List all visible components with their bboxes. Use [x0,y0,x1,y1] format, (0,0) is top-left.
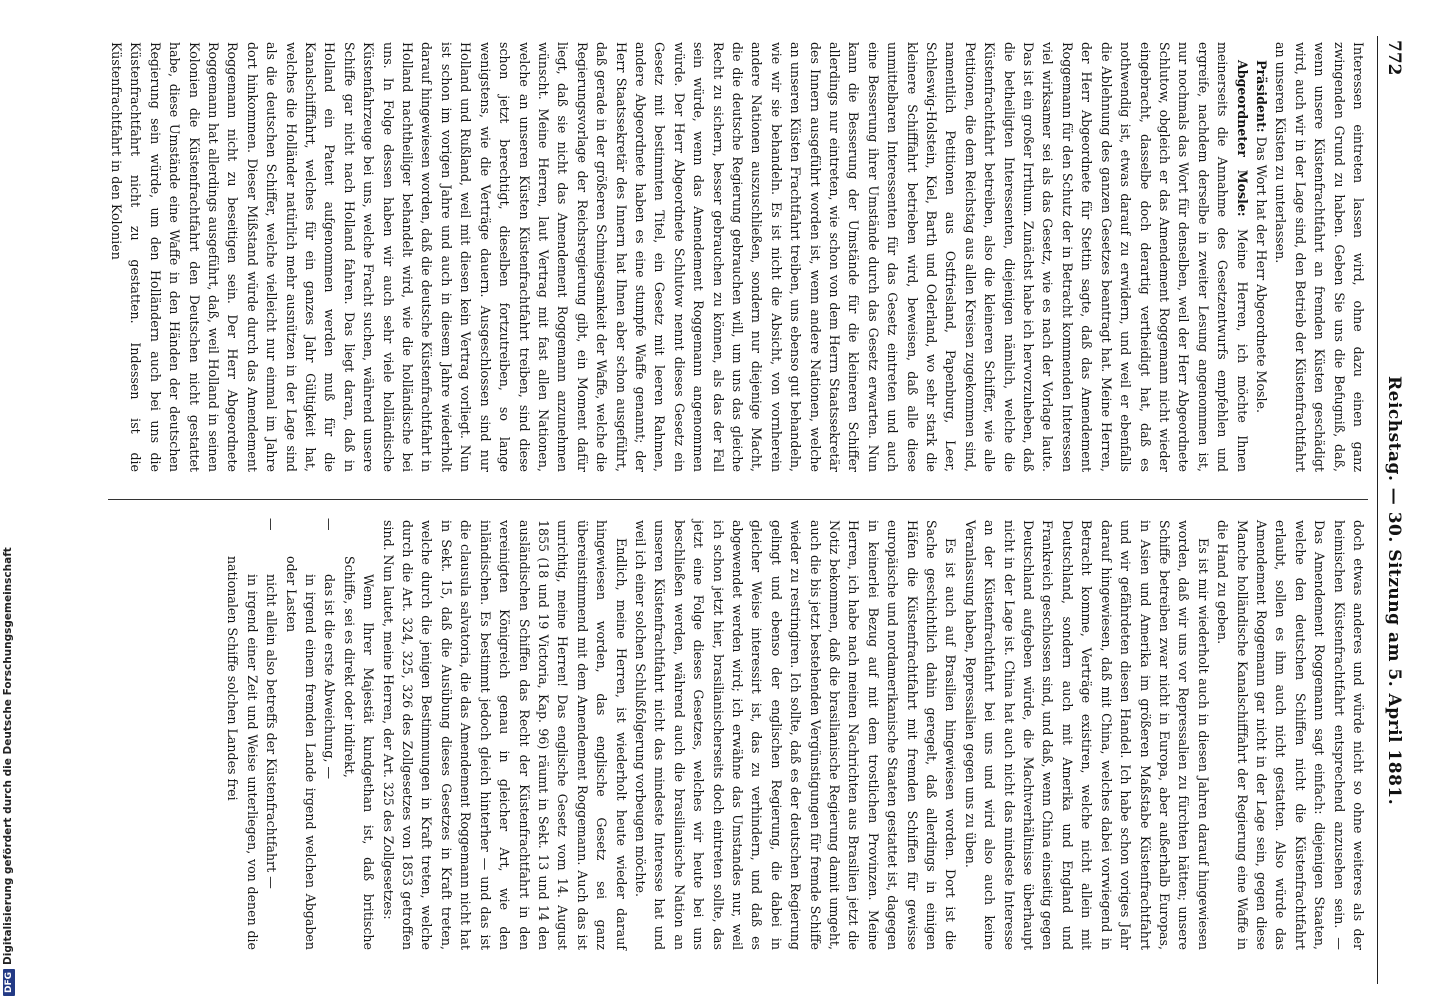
paragraph-text: in irgend einem fremden Lande irgend welchen Abgaben oder Lasten [283,556,319,950]
page-running-title: Reichstag. — 30. Sitzung am 5. April 1881. [1384,376,1404,806]
paragraph [1213,520,1368,950]
paragraph-text: Wenn Ihrer Majestät kundgethan ist, daß britische Schiffe, sei es direkt oder indirekt, [341,556,377,950]
paragraph-text: Es ist mir wiederholt auch in diesen Jahren darauf hingewiesen worden, daß wir uns vor Repressalien zu fürchten hätten; unsere Schiffe betreiben zwar nicht in Europa, aber außerhalb Europas, in Asien und Amerika im größeren Maßstabe Küstenfrachtfahrt und wir gefährdeten diesen Handel. Ich habe schon voriges Jahr darauf hingewiesen, daß mit China, welches dabei vorwiegend in Betracht komme, Verträge existiren, welche nicht allein mit Deutschland, sondern auch mit Amerika und England und Frankreich geschlossen sind, und daß, wenn China einseitig gegen Deutschland aufgeben würde, die Machtverhältnisse überhaupt nicht in der Lage ist. China hat auch nicht das mindeste Interesse an der Küstenfrachtfahrt bei uns und wird also auch keine Veranlassung haben, Repressalien gegen uns zu üben. [962,520,1211,950]
paragraph [631,520,961,950]
paragraph-text: Meine Herren, ich möchte Ihnen meinerseits die Annahme des Gesetzentwurfs empfehlen und ergreife, nachdem derselbe in zweiter Lesung angenommen ist, nur nochmals das Wort für denselben, weil der Herr Abgeordnete Schlutow, obgleich er das Amendement Roggemann nicht wieder eingebracht, dasselbe doch derartig vertheidigt hat, daß es nothwendig ist, etwas darauf zu erwidern, und weil er ebenfalls die Ablehnung des ganzen Gesetzes beantragt hat. Meine Herren, der Herr Abgeordnete für Stettin sagte, daß das Amendement Roggemann für den Schutz der in Betracht kommenden Interessen viel wirksamer sei als das Gesetz, wie es nach der Vorlage laute. Das ist ein großer Irrthum. Zunächst habe ich hervorzuheben, daß die betheiligten Interessenten, diejenigen nämlich, welche die Küstenfrachtfahrt betreiben, also die kleineren Schiffer, wie alle Petitionen, die dem Reichstag aus allen Kreisen zugekommen sind, namentlich Petitionen aus Ostfriesland, Papenburg, Leer, Schleswig-Holstein, Kiel, Barth und Oderland, wo sehr stark die kleinere Schifffahrt betrieben wird, beweisen, daß alle diese unmittelbaren Interessenten für das Gesetz eintreten und auch eine Besserung ihrer Umstände durch das Gesetz erwarten. Nun kann die Besserung der Umstände für die kleineren Schiffer allerdings nur eintreten, wie schon von dem Herrn Staatssekretär des Innern ausgeführt worden ist, wenn andere Nationen, welche an unseren Küsten Frachtfahrt treiben, uns ebenso gut behandeln, wie wir sie behandeln. Es ist nicht die Absicht, von vornherein andere Nationen auszuschließen, sondern nur diejenige Macht, die die deutsche Regierung gebrauchen will, um uns das gleiche Recht zu sichern, besser gebrauchen zu können, als das der Fall sein würde, wenn das Amendement Roggemann angenommen würde. Der Herr Abgeordnete Schlutow nennt dieses Gesetz ein Gesetz mit bestimmten Titel, ein Gesetz mit leeren Rahmen, andere Abgeordnete haben es eine stumpfe Waffe genannt; der Herr Staatssekretär des Innern hat Ihnen aber schon ausgeführt, daß gerade in der größeren Schmiegsamkeit der Waffe, welche die Regierungsvorlage der Reichsregierung gibt, ein Moment dafür liegt, daß sie nicht das Amendement Roggemann anzunehmen wünscht. Meine Herren, laut Vertrag mit fast allen Nationen, welche an unseren Küsten Küstenfrachtfahrt treiben, sind diese schon jetzt berechtigt, dieselben fortzutreiben, so lange wenigstens, wie die Verträge dauern. Ausgeschlossen sind nur Holland und Rußland, weil mit diesen kein Vertrag vorliegt. Nun ist schon im vorigen Jahre und auch in diesem Jahre wiederholt darauf hingewiesen worden, daß die deutsche Küstenfrachtfahrt in Holland nachtheiliger behandelt wird, wie die holländische bei uns. In Folge dessen haben wir auch sehr viele holländische Küstenfahrzeuge bei uns, welche Fracht suchen, während unsere Schiffe gar nicht nach Holland fahren. Das liegt daran, daß in Holland ein Patent aufgenommen werden muß für die Kanalschifffahrt, welches für ein ganzes Jahr Gültigkeit hat, welches die Holländer natürlich mehr ausnützen in der Lage sind als die deutschen Schiffer, welche vielleicht nur einmal im Jahre dort hinkommen. Dieser Mißstand würde durch das Amendement Roggemann nicht zu beseitigen sein. Der Herr Abgeordnete Roggemann hat allerdings ausgeführt, daß, weil Holland in seinen Kolonien die Küstenfrachtfahrt den Deutschen nicht gestattet habe, diese Umstände eine Waffe in den Händen der deutschen Regierung sein würde, um den Holländern auch bei uns die Küstenfrachtfahrt nicht zu gestatten. Indessen ist die Küstenfrachtfahrt in den Kolonien [109,42,1250,472]
paragraph-text: in irgend einer Zeit und Weise unterliegen, von denen die nationalen Schiffe solchen Landes frei [225,556,260,950]
paragraph-text: Das Wort hat der Herr Abgeordnete Mosle. [1253,136,1269,413]
left-column [107,42,1368,472]
dash-marker: — [322,518,338,531]
quoted-text [339,520,378,950]
paragraph-text: Endlich, meine Herren, ist wiederholt heute wieder darauf hingewiesen worden, das englische Gesetz sei ganz übereinstimmend mit dem Amendement Roggemann. Auch das ist unrichtig, meine Herren! Das englische Gesetz vom 14. August 1855 (18 und 19 Victoria, Kap. 96) räumt in Sekt. 13 und 14 den ausländischen Schiffen das Recht der Küstenfrachtfahrt in den vereinigten Königreich genau in gleicher Art, wie den inländischen. Es bestimmt jedoch gleich hinterher — und das ist die clausula salvatoria, die das Amendement Roggemann nicht hat in Sekt. 15, daß die Ausübung dieses Gesetzes in Kraft treten, welche durch die jenigen Bestimmungen in Kraft treten, welche durch die Art. 324, 325, 326 des Zollgesetzes von 1853 getroffen sind. Nun lautet, meine Herren, der Art. 325 des Zollgesetzes: [380,520,629,950]
paragraph-text: doch etwas anderes und würde nicht so ohne weiteres als der heimischen Küstenfrachtfahrt entsprechend anzusehen sein. — Das Amendement Roggemann sagt einfach: diejenigen Staaten, welche den deutschen Schiffen nicht die Küstenfrachtfahrt erlaubt, sollen es ihm auch nicht gestatten. Also würde das Amendement Roggemann gar nicht in der Lage sein, gegen diese Manche holländische Kanalschifffahrt der Regierung eine Waffe in die Hand zu geben. [1215,520,1366,950]
paragraph [378,520,630,950]
quoted-text [320,520,339,950]
dfg-logo: DFG [3,969,15,996]
paragraph [960,520,1212,950]
digitization-credit [2,0,22,996]
dash-marker: — [264,518,280,531]
page-number: 772 [1384,40,1404,76]
header-rule [1377,36,1378,984]
paragraph-text: Es ist auch auf Brasilien hingewiesen worden. Dort ist die Sache geschichtlich dahin geregelt, daß allerdings in einigen Häfen die Küstenfrachtfahrt mit fremden Schiffen für gewisse europäische und nordamerikanische Staaten gestattet ist, dagegen in keinerlei Bezug auf mit dem trostlichen Provinzen. Meine Herren, ich habe nach meinen Nachrichten aus Brasilien jetzt die Notiz bekommen, daß die brasilianische Regierung damit umgeht, auch die bis jetzt bestehenden Vergünstigungen für fremde Schiffe wieder zu restringiren. Ich sollte, daß es der deutschen Regierung gelingt und ebenso der englischen Regierung, die dabei in gleicher Weise interessirt ist, das zu verhindern, und daß es abgewendet werden wird; ich erwähne das Umstandes nur, weil ich schon jetzt hier, brasilianischerseits doch eintreten sollte, das jetzt eine Folge dieses Gesetzes, welches wir heute bei uns beschließen werden, während auch die brasilianische Nation an unseren Küstenfrachtfahrt nicht das mindeste Interesse hat und weil ich einer solchen Schlußfolgerung vorbeugen möchte. [632,520,959,951]
quoted-text [223,520,262,950]
paragraph-text: das ist die erste Abweichung, — [322,574,338,780]
quoted-text [281,520,320,950]
paragraph-text: Interessen eintreten lassen wird, ohne dazu einen ganz zwingenden Grund zu haben. Geben Sie uns die Befugniß, daß, wenn unsere Küstenfrachtfahrt an fremden Küsten geschädigt wird, auch wir in der Lage sind, den Betrieb der Küstenfrachtfahrt an unseren Küsten zu unterlassen. [1273,42,1366,472]
speaker-name: Abgeordneter Mosle: [1234,60,1250,217]
right-column [223,520,1368,950]
page-header [1378,36,1408,984]
paragraph [1271,42,1368,472]
paragraph [107,42,1252,472]
rotated-page-content [100,36,1408,984]
speaker-name: Präsident: [1253,60,1269,133]
column-divider [108,499,1368,500]
paragraph [1252,42,1271,472]
digitization-credit-text: Digitalisierung gefördert durch die Deutsche Forschungsgemeinschaft [2,547,14,965]
paragraph-text: nicht allein also betreffs der Küstenfrachtfahrt — [264,574,280,889]
quoted-text [262,520,281,950]
